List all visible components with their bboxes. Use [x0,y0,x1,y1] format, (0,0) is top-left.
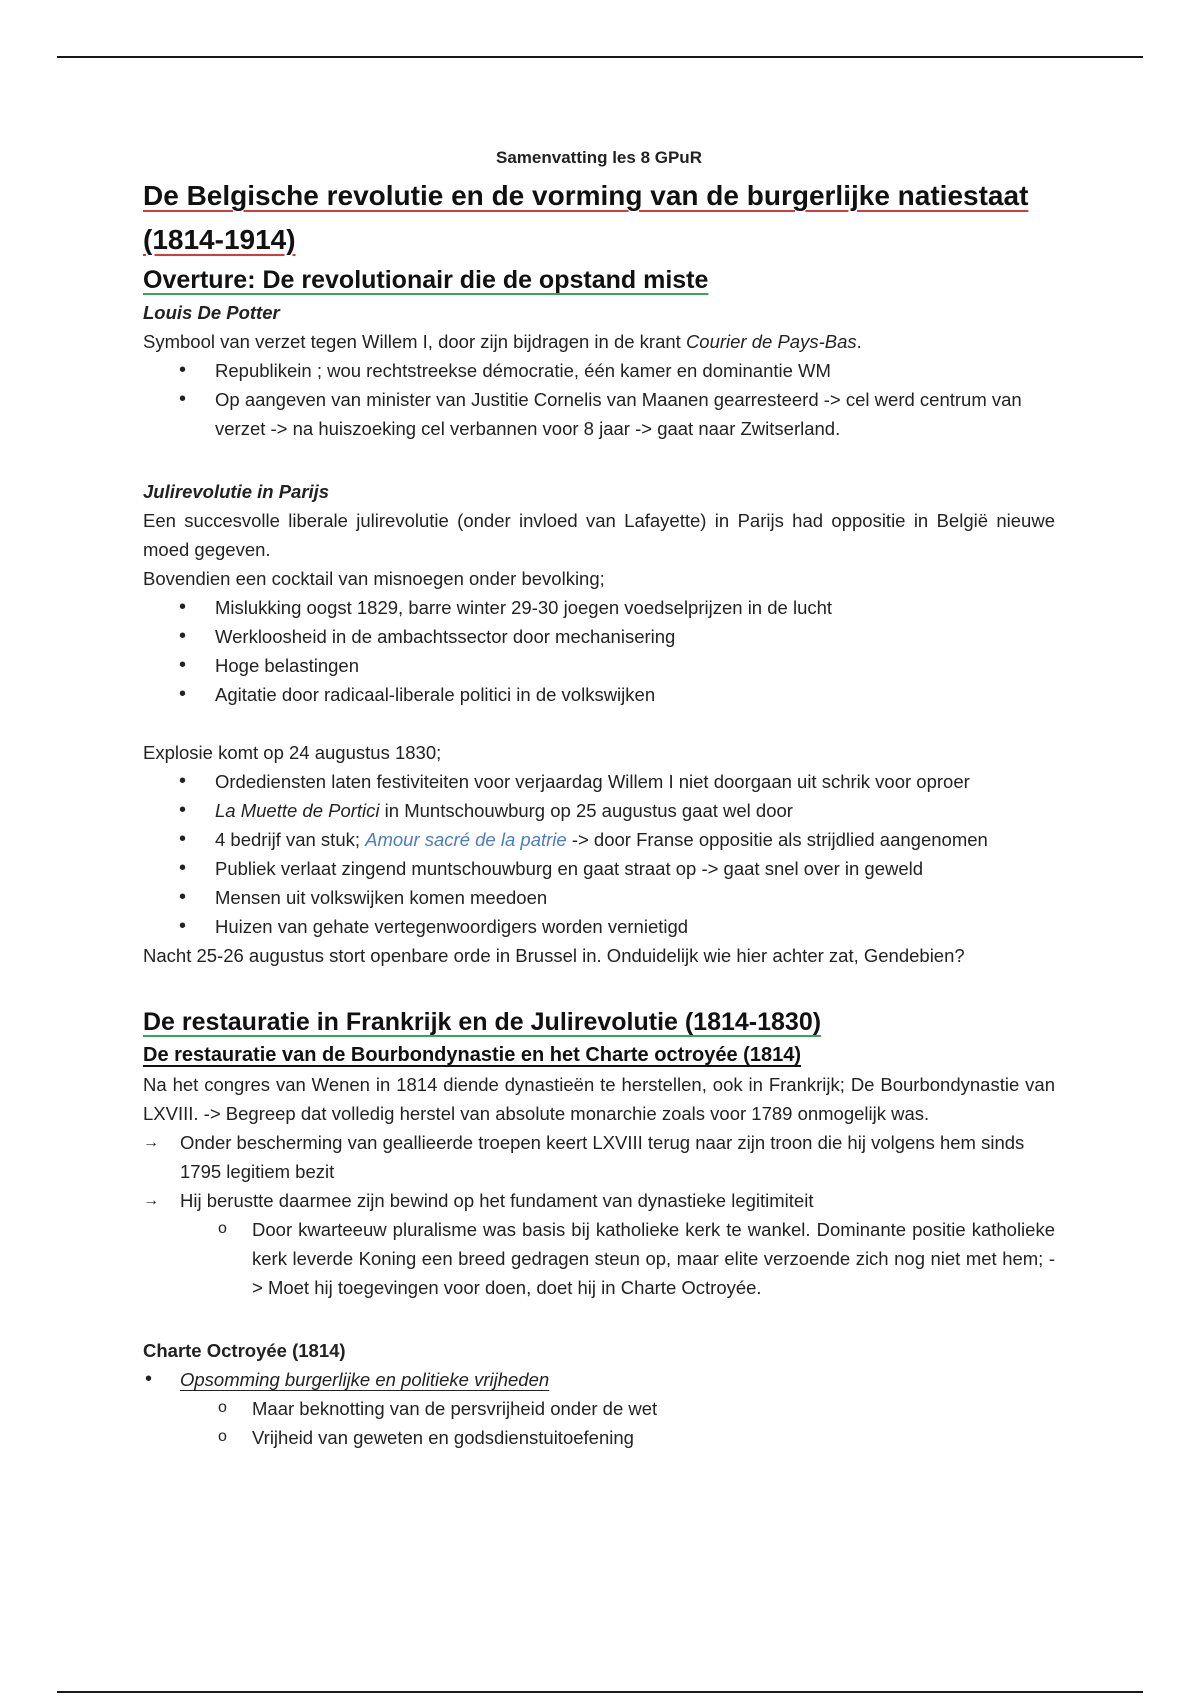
main-heading-text: De Belgische revolutie en de vorming van de burgerlijke natiestaat (1814-1914) [143,180,1029,255]
charte-heading: Charte Octroyée (1814) [143,1340,346,1361]
song-title: Amour sacré de la patrie [365,829,567,850]
restauratie-arrow-list [143,1128,1055,1215]
list-item: → Onder bescherming van geallieerde troepen keert LXVIII terug naar zijn troon die hij volgens hem sinds 1795 legitiem bezit [143,1128,1055,1186]
julirevolutie-heading: Julirevolutie in Parijs [143,481,330,502]
list-item: → Hij berustte daarmee zijn bewind op het fundament van dynastieke legitimiteit [143,1186,1055,1215]
opera-title: La Muette de Portici [215,800,380,821]
document-body [143,146,1055,1452]
list-item-text: 4 bedrijf van stuk; [215,829,366,850]
list-item-text: in Muntschouwburg op 25 augustus gaat wel door [379,800,793,821]
list-item-text: Opsomming burgerlijke en politieke vrijheden [180,1369,550,1390]
list-item: o Door kwarteeuw pluralisme was basis bij katholieke kerk te wankel. Dominante positie katholieke kerk leverde Koning een breed gedragen steun op, maar elite verzoende zich nog niet met hem; -> Moet hij toegevingen voor doen, doet hij in Charte Octroyée. [143,1215,1055,1302]
explosie-intro: Explosie komt op 24 augustus 1830; [143,742,442,763]
restauratie-para: Na het congres van Wenen in 1814 diende dynastieën te herstellen, ook in Frankrijk; De Bourbondynastie van LXVIII. -> Begreep dat volledig herstel van absolute monarchie zoals voor 1789 onmogelijk was. [143,1074,1055,1124]
restauratie-heading-text: De restauratie in Frankrijk en de Julirevolutie (1814-1830) [143,1008,822,1036]
restauratie-heading [143,1004,1055,1040]
overture-intro-pre: Symbool van verzet tegen Willem I, door zijn bijdragen in de krant [143,331,686,352]
bourbon-subheading-text: De restauratie van de Bourbondynastie en het Charte octroyée (1814) [143,1044,801,1066]
list-item: • Mensen uit volkswijken komen meedoen [143,883,1055,912]
overture-intro [143,327,1055,356]
overture-heading [143,262,1055,298]
julirevolutie-para2: Bovendien een cocktail van misnoegen onder bevolking; [143,568,605,589]
list-item: o Vrijheid van geweten en godsdienstuitoefening [143,1423,1055,1452]
explosie-list [143,767,1055,941]
list-item: • Mislukking oogst 1829, barre winter 29-30 joegen voedselprijzen in de lucht [143,593,1055,622]
list-item-text: -> door Franse oppositie als strijdlied aangenomen [566,829,988,850]
list-item: • Op aangeven van minister van Justitie Cornelis van Maanen gearresteerd -> cel werd centrum van verzet -> na huiszoeking cel verbannen voor 8 jaar -> gaat naar Zwitserland. [143,385,1055,443]
charte-list [143,1365,1055,1394]
list-item: • Werkloosheid in de ambachtssector door mechanisering [143,622,1055,651]
list-item: • Agitatie door radicaal-liberale politici in de volkswijken [143,680,1055,709]
list-item [143,1365,1055,1394]
header-rule [57,56,1143,58]
main-heading [143,174,1055,262]
list-item: o Maar beknotting van de persvrijheid onder de wet [143,1394,1055,1423]
document-title: Samenvatting les 8 GPuR [496,148,702,167]
list-item: • Publiek verlaat zingend muntschouwburg en gaat straat op -> gaat snel over in geweld [143,854,1055,883]
list-item: • Ordediensten laten festiviteiten voor verjaardag Willem I niet doorgaan uit schrik voor oproer [143,767,1055,796]
restauratie-sub-list [143,1215,1055,1302]
list-item: • Republikein ; wou rechtstreekse démocratie, één kamer en dominantie WM [143,356,1055,385]
list-item [143,825,1055,854]
list-item: • Hoge belastingen [143,651,1055,680]
misnoegen-list [143,593,1055,709]
newspaper-name: Courier de Pays-Bas [685,331,857,352]
overture-list [143,356,1055,443]
explosie-closing: Nacht 25-26 augustus stort openbare orde in Brussel in. Onduidelijk wie hier achter zat, Gendebien? [143,945,965,966]
louis-de-potter-heading: Louis De Potter [143,302,280,323]
list-item: • Huizen van gehate vertegenwoordigers worden vernietigd [143,912,1055,941]
overture-intro-post: . [856,331,862,352]
list-item [143,796,1055,825]
charte-sub-list [143,1394,1055,1452]
overture-heading-text: Overture: De revolutionair die de opstand miste [143,266,709,294]
footer-rule [57,1691,1143,1693]
julirevolutie-para: Een succesvolle liberale julirevolutie (onder invloed van Lafayette) in Parijs had oppositie in België nieuwe moed gegeven. [143,510,1055,560]
bourbon-subheading [143,1040,1055,1070]
